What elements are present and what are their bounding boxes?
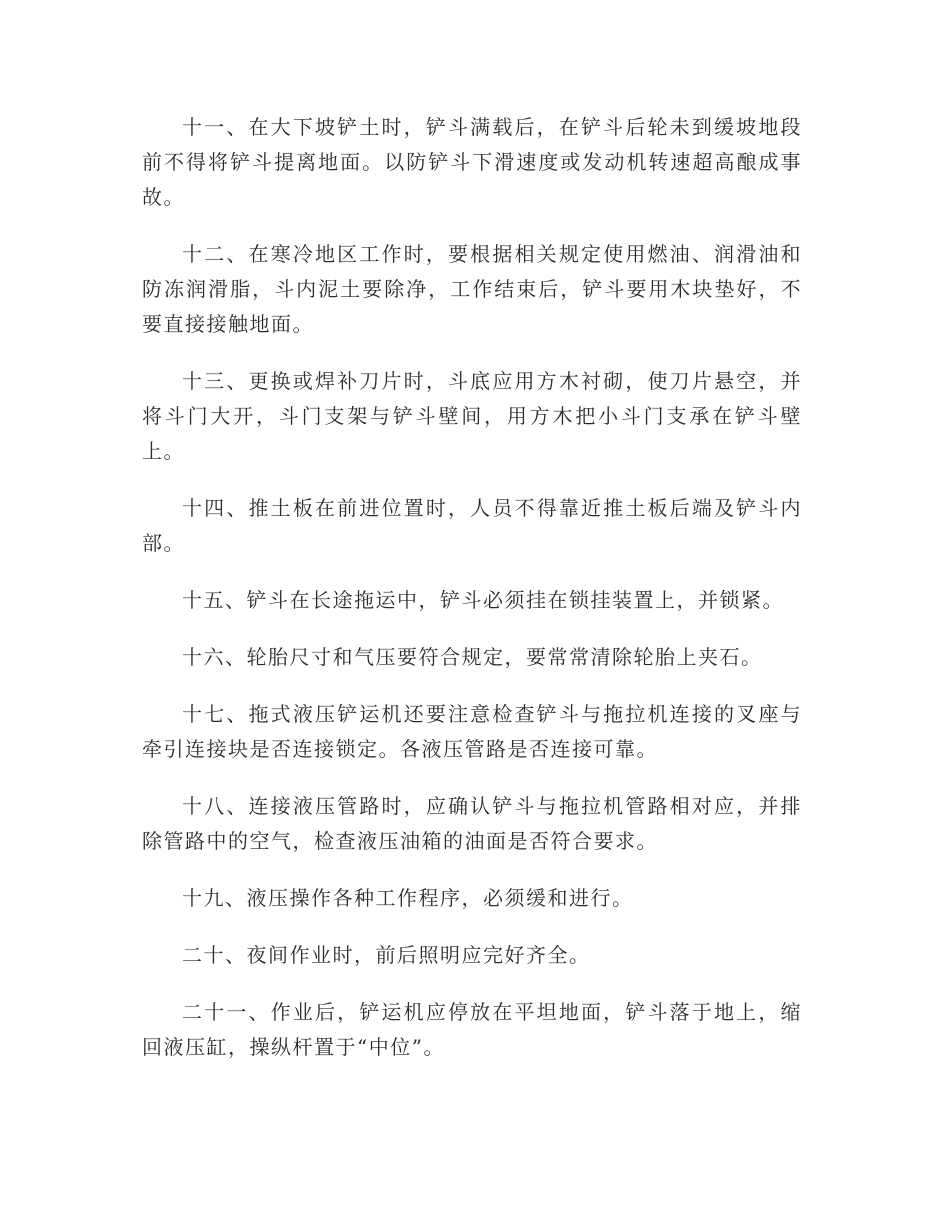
paragraph-15: 十五、铲斗在长途拖运中，铲斗必须挂在锁挂装置上，并锁紧。	[182, 588, 784, 612]
paragraph-19: 十九、液压操作各种工作程序，必须缓和进行。	[182, 886, 634, 910]
paragraph-17: 十七、拖式液压铲运机还要注意检查铲斗与拖拉机连接的叉座与牵引连接块是否连接锁定。各液压管路是否连接可靠。	[142, 702, 802, 761]
paragraph-18: 十八、连接液压管路时，应确认铲斗与拖拉机管路相对应，并排除管路中的空气，检查液压油箱的油面是否符合要求。	[142, 794, 802, 853]
paragraph-16: 十六、轮胎尺寸和气压要符合规定，要常常清除轮胎上夹石。	[182, 645, 763, 669]
paragraph-20: 二十、夜间作业时，前后照明应完好齐全。	[182, 943, 591, 967]
paragraph-21: 二十一、作业后，铲运机应停放在平坦地面，铲斗落于地上，缩回液压缸，操纵杆置于“中位”。	[142, 1000, 802, 1059]
document-body	[142, 110, 802, 1087]
paragraph-11: 十一、在大下坡铲土时，铲斗满载后，在铲斗后轮未到缓坡地段前不得将铲斗提离地面。以防铲斗下滑速度或发动机转速超高酿成事故。	[142, 115, 802, 209]
paragraph-12: 十二、在寒冷地区工作时，要根据相关规定使用燃油、润滑油和防冻润滑脂，斗内泥土要除净，工作结束后，铲斗要用木块垫好，不要直接接触地面。	[142, 242, 802, 336]
paragraph-13: 十三、更换或焊补刀片时，斗底应用方木衬砌，使刀片悬空，并将斗门大开，斗门支架与铲斗壁间，用方木把小斗门支承在铲斗壁上。	[142, 369, 802, 463]
paragraph-14: 十四、推土板在前进位置时，人员不得靠近推土板后端及铲斗内部。	[142, 496, 802, 555]
